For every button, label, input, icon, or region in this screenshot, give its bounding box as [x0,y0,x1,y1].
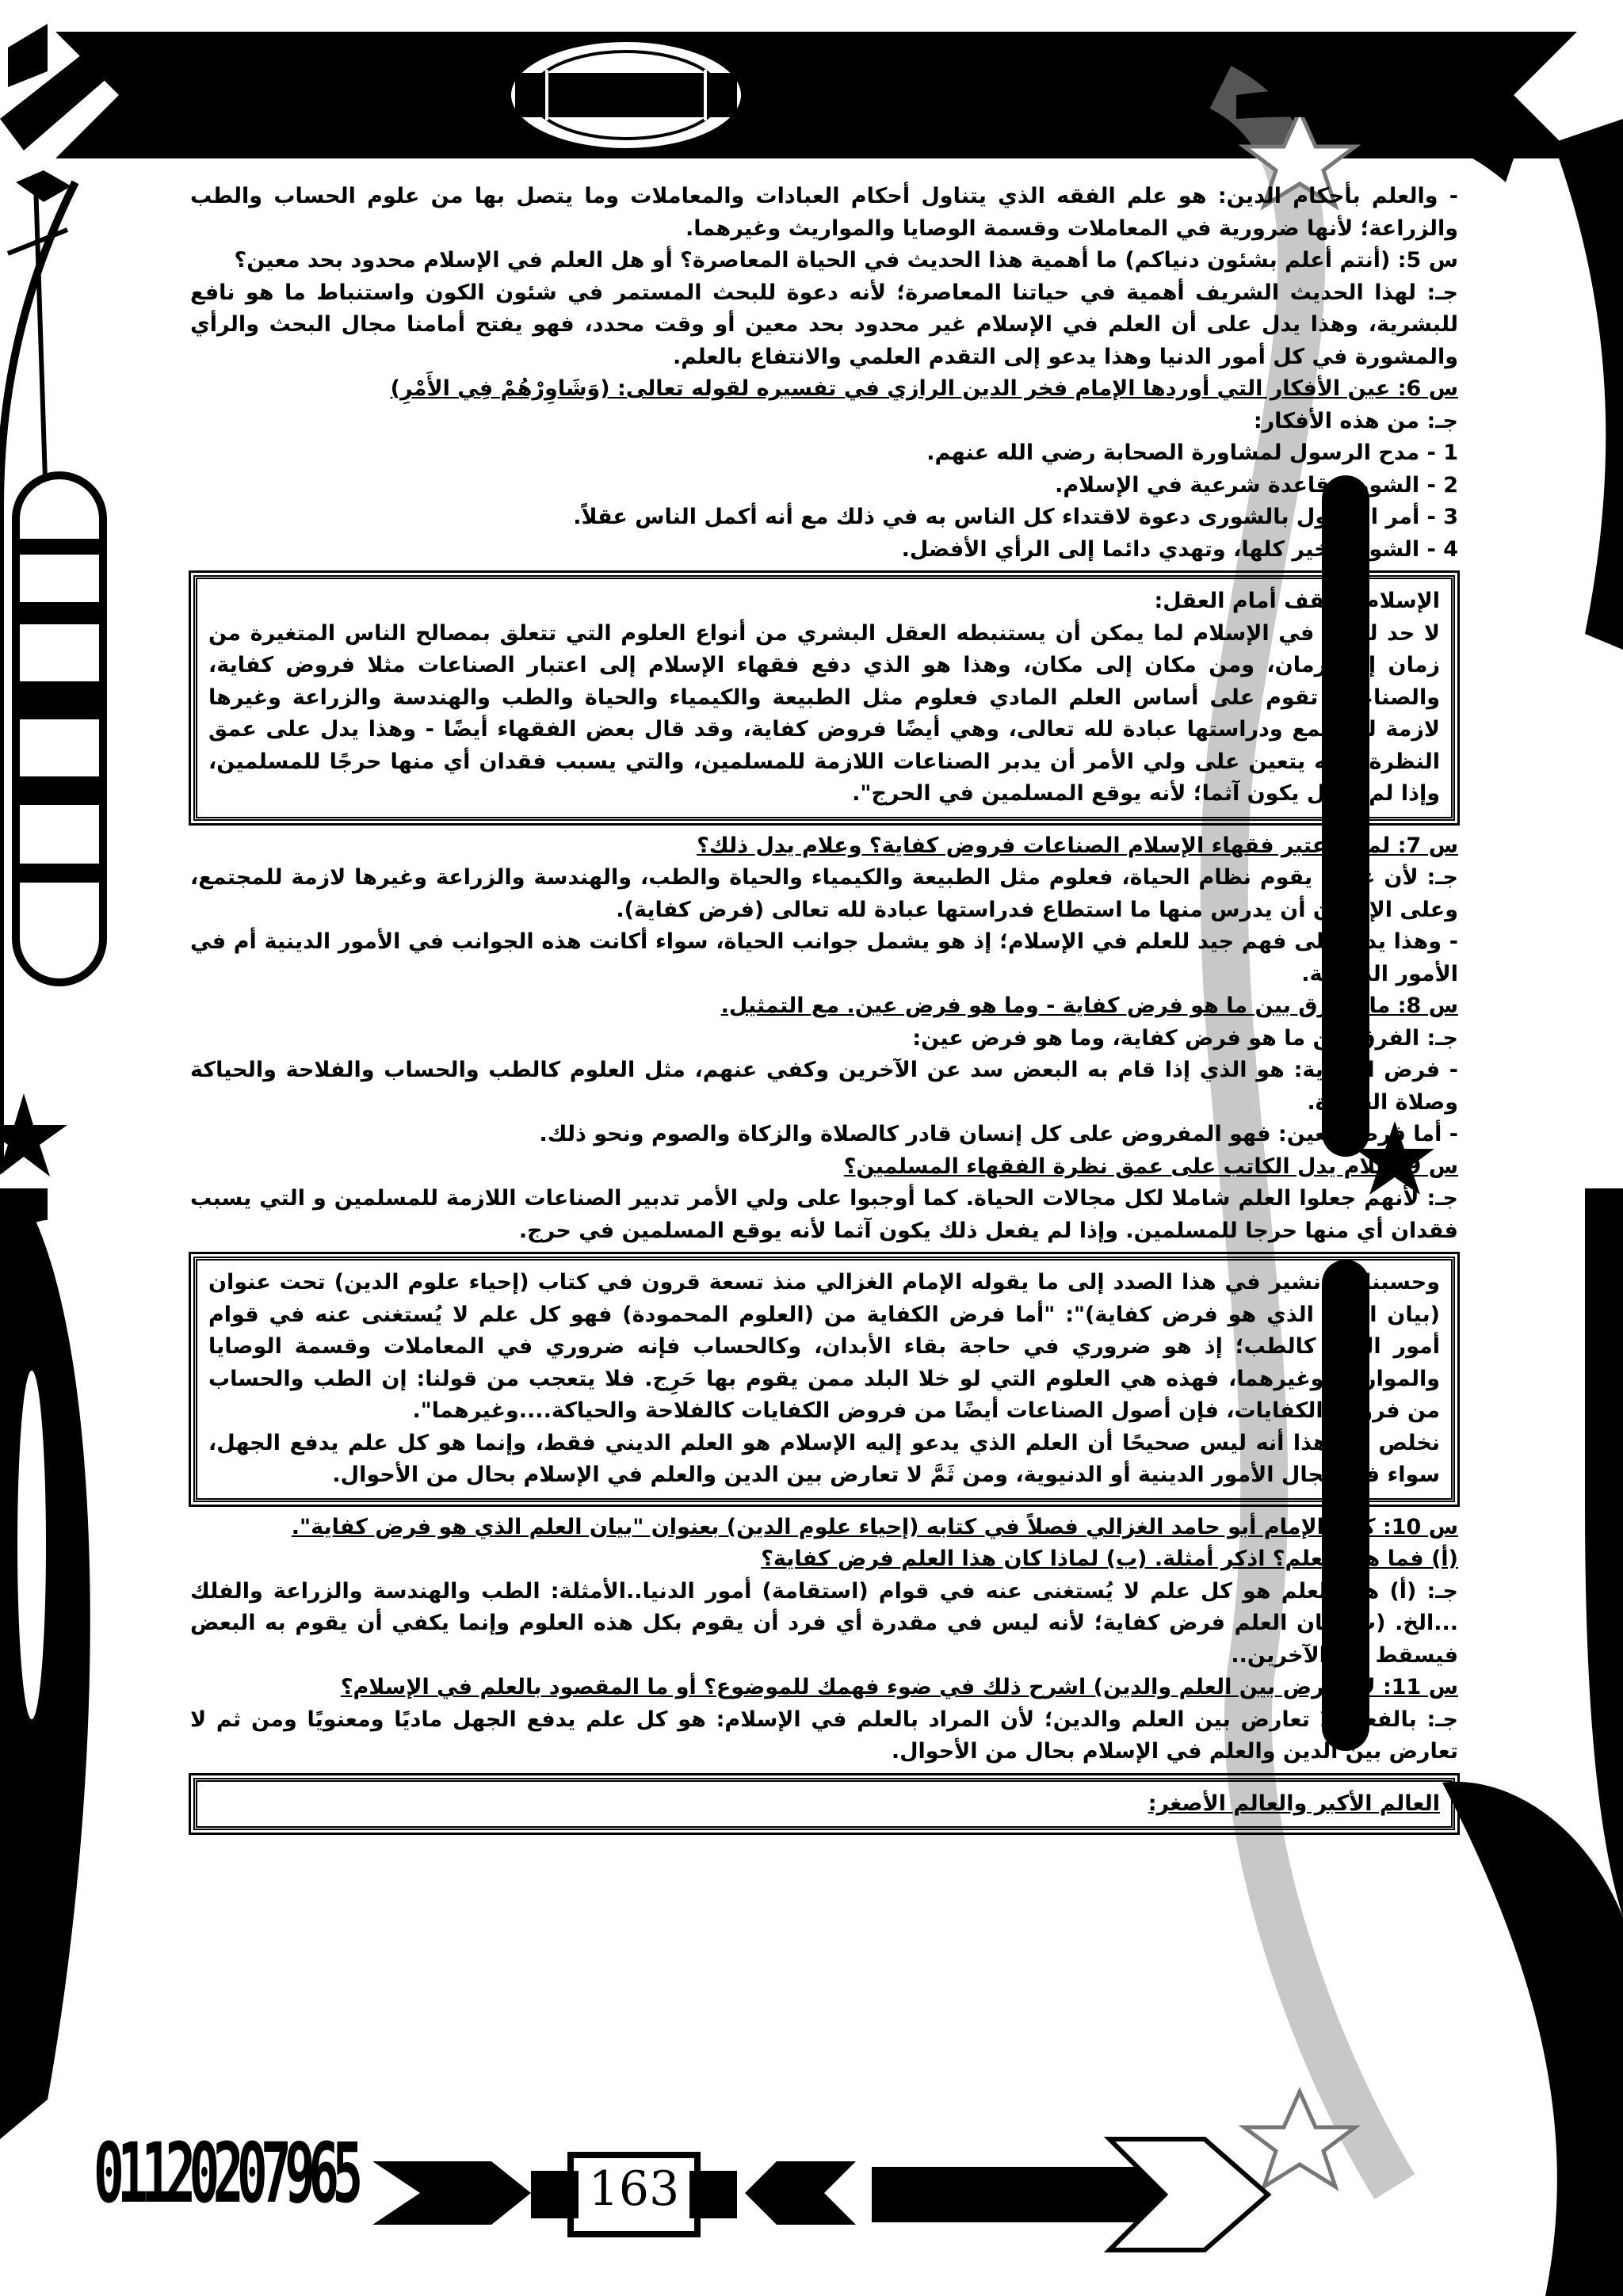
answer-6-item: 4 - الشورى خير كلها، وتهدي دائما إلى الرأي الأفضل. [901,536,1458,562]
info-box-islam-and-reason [193,575,1455,821]
answer-8-ayn: - أما فرض العين: فهو المفروض على كل إنسان قادر كالصلاة والزكاة والصوم ونحو ذلك. [539,1122,1458,1146]
info-box-title: العالم الأكبر والعالم الأصغر: [1148,1791,1440,1816]
info-box-conclusion: نخلص من هذا أنه ليس صحيحًا أن العلم الذي يدعو إليه الإسلام هو العلم الديني فقط، وإنما هو كل علم يدفع الجهل، سواء في مجال الأمور الدينية أو الدنيوية، ومن ثَمَّ لا تعارض بين الدين والعلم في الإسلام بحال من الأحوال. [208,1430,1440,1487]
question-5: س 5: (أنتم أعلم بشئون دنياكم) ما أهمية هذا الحديث في الحياة المعاصرة؟ أو هل العلم في الإسلام محدود بحد معين؟ [234,248,1458,273]
info-box-macro-micro [193,1778,1455,1831]
answer-7: جـ: لأن عليها يقوم نظام الحياة، فعلوم مثل الطبيعة والكيمياء والحياة والطب، والهندسة والزراعة وغيرها لازمة للمجتمع، وعلى الإنسان أن يدرس منها ما استطاع فدراستها عبادة لله تعالى (فرض كفاية). [190,865,1458,922]
question-10: س 10: كتب الإمام أبو حامد الغزالي فصلاً في كتابه (إحياء علوم الدين) بعنوان "بيان العلم الذي هو فرض كفاية". [291,1514,1458,1539]
answer-9: جـ: لأنهم جعلوا العلم شاملا لكل مجالات الحياة. كما أوجبوا على ولي الأمر تدبير الصناعات اللازمة للمسلمين و التي يسبب فقدان أي منها حرجا للمسلمين. وإذا لم يفعل ذلك يكون آثما لأنه يوقع المسلمين في حرج. [190,1186,1458,1243]
info-box-text: وحسبنا أن نشير في هذا الصدد إلى ما يقوله الإمام الغزالي منذ تسعة قرون في كتاب (إحياء علوم الدين) تحت عنوان (بيان العلم الذي هو فرض كفاية)": "أما فرض الكفاية من (العلوم المحمودة) فهو كل علم لا يُستغنى عنه في قوام أمور الدنيا كالطب؛ إذ هو ضروري في حاجة بقاء الأبدان، وكالحساب فإنه ضروري في المعاملات وقسمة الوصايا والمواريث وغيرهما، فهذه هي العلوم التي لو خلا البلد ممن يقوم بها حَرِج. فلا يتعجب من قولنا: إن الطب والحساب من فروض الكفايات، فإن أصول الصناعات أيضًا من فروض الكفايات كالفلاحة والحياكة....وغيرهما". [208,1270,1440,1423]
info-box-ghazali [193,1257,1455,1502]
answer-11: جـ: بالفعل لا تعارض بين العلم والدين؛ لأن المراد بالعلم في الإسلام: هو كل علم يدفع الجهل ماديًا ومعنويًا ومن ثم لا تعارض بين الدين والعلم في الإسلام بحال من الأحوال. [190,1707,1458,1764]
answer-6-item: 3 - أمر الرسول بالشورى دعوة لاقتداء كل الناس به في ذلك مع أنه أكمل الناس عقلاً. [573,505,1458,529]
answer-8-kifaya: - فرض الكفاية: هو الذي إذا قام به البعض سد عن الآخرين وكفي عنهم، مثل العلوم كالطب والحساب والفلاحة والحياكة وصلاة الجنازة. [190,1058,1458,1115]
answer-6-intro: جـ: من هذه الأفكار: [1253,408,1458,433]
question-11: س 11: لا تعارض بين العلم والدين) اشرح ذلك في ضوء فهمك للموضوع؟ أو ما المقصود بالعلم في الإسلام؟ [340,1675,1458,1699]
question-7: س 7: لماذا اعتبر فقهاء الإسلام الصناعات فروض كفاية؟ وعلام يدل ذلك؟ [697,833,1458,858]
answer-6-item: 1 - مدح الرسول لمشاورة الصحابة رضي الله عنهم. [926,441,1458,465]
answer-7-note: - وهذا يدل على فهم جيد للعلم في الإسلام؛ إذ هو يشمل جوانب الحياة، سواء أكانت هذه الجوانب في الأمور الدينية أم في الأمور الدنيوية. [190,929,1458,986]
question-6: س 6: عين الأفكار التي أوردها الإمام فخر الدين الرازي في تفسيره لقوله تعالى: (وَشَاوِرْهُمْ فِي الأَمْرِ) [390,376,1458,401]
question-9: س 9: علام يدل الكاتب على عمق نظرة الفقهاء المسلمين؟ [843,1154,1458,1179]
question-8: س 8: ما الفرق بين ما هو فرض كفاية - وما هو فرض عين. مع التمثيل. [720,994,1458,1018]
answer-5: جـ: لهذا الحديث الشريف أهمية في حياتنا المعاصرة؛ لأنه دعوة للبحث المستمر في شئون الكون واستنباط ما هو نافع للبشرية، وهذا يدل على أن العلم في الإسلام غير محدود بحد معين أو وقت محدد، فهو يفتح أمامنا مجال البحث والرأي والمشورة في كل أمور الدنيا وهذا يدعو إلى التقدم العلمي والانتفاع بالعلم. [190,280,1458,369]
page-content [190,181,1458,1840]
question-10-parts: (أ) فما هذا العلم؟ اذكر أمثلة. (ب) لماذا كان هذا العلم فرض كفاية؟ [761,1547,1458,1571]
answer-10: جـ: (أ) هذا العلم هو كل علم لا يُستغنى عنه في قوام (استقامة) أمور الدنيا..الأمثلة: الطب والهندسة والزراعة والفلك ...الخ. (ب) كان العلم فرض كفاية؛ لأنه ليس في مقدرة أي فرد أن يقوم بكل هذه العلوم وإنما يكفي أن يقوم به البعض فيسقط عن الآخرين.. [190,1578,1458,1668]
info-box-text: لا حد للعلم في الإسلام لما يمكن أن يستنبطه العقل البشري من أنواع العلوم التي تتعلق بمصالح الناس المتغيرة من زمان إلى زمان، ومن مكان إلى مكان، وهذا هو الذي دفع فقهاء الإسلام إلى اعتبار الصناعات مثلا فروض كفاية، والصناعات تقوم على أساس العلم المادي فعلوم مثل الطبيعة والكيمياء والحياة والطب والهندسة والزراعة وغيرها لازمة للمجتمع ودراستها عبادة لله تعالى، وهي أيضًا فروض كفاية، وقد قال بعض الفقهاء أيضًا - وهذا يدل على عمق النظرة - إنه يتعين على ولي الأمر أن يدبر الصناعات اللازمة للمسلمين، والتي يسبب فقدان أي منها حرجًا للمسلمين، وإذا لم يفعل يكون آثما؛ لأنه يوقع المسلمين في الحرج". [208,620,1440,806]
paragraph-1: - والعلم بأحكام الدين: هو علم الفقه الذي يتناول أحكام العبادات والمعاملات وما يتصل بها من علوم الحساب والطب والزراعة؛ لأنها ضرورية في المعاملات وقسمة الوصايا والمواريث وغيرهما. [190,184,1458,241]
phone-number: 01120207965 [94,2125,357,2222]
info-box-title: الإسلام لا يقف أمام العقل: [1154,589,1440,613]
page-number: 163 [588,2161,680,2217]
answer-6-item: 2 - الشورى قاعدة شرعية في الإسلام. [1055,472,1458,498]
answer-8: جـ: الفرق بين ما هو فرض كفاية، وما هو فرض عين: [912,1025,1458,1051]
